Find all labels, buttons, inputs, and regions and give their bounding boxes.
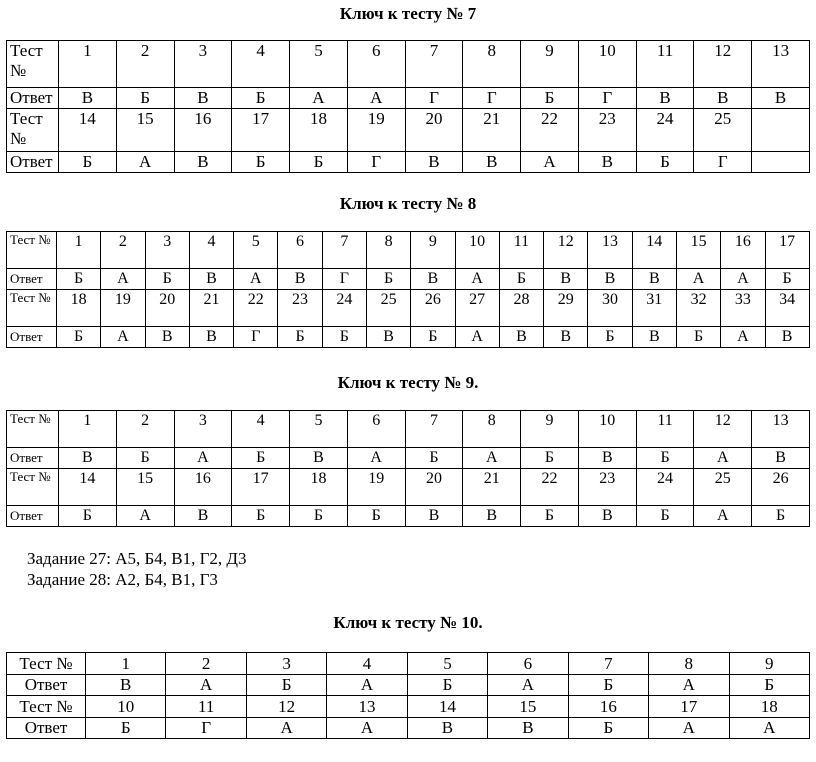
row-label: Тест № xyxy=(7,653,86,675)
question-number-cell: 14 xyxy=(59,109,117,152)
question-number-cell: 17 xyxy=(765,232,809,269)
question-number-cell: 1 xyxy=(86,653,166,675)
answer-cell: В xyxy=(578,448,636,469)
question-number-cell: 5 xyxy=(290,41,348,88)
answer-cell: Б xyxy=(588,327,632,348)
question-number-cell: 8 xyxy=(649,653,729,675)
question-number-cell: 18 xyxy=(729,696,809,718)
question-number-cell: 25 xyxy=(694,469,752,506)
question-number-cell: 16 xyxy=(721,232,765,269)
answer-cell: Г xyxy=(234,327,278,348)
answer-cell: Б xyxy=(568,675,648,696)
question-number-cell: 12 xyxy=(544,232,588,269)
test9-answer-table xyxy=(6,410,810,527)
answer-cell: В xyxy=(189,269,233,290)
row-label: Ответ xyxy=(7,675,86,696)
answer-cell: В xyxy=(544,327,588,348)
question-number-cell: 13 xyxy=(752,41,810,88)
answer-cell: Г xyxy=(166,718,246,739)
answer-cell: В xyxy=(544,269,588,290)
test10-answer-table xyxy=(6,652,810,739)
question-number-cell: 6 xyxy=(347,411,405,448)
row-label: Тест № xyxy=(7,109,59,152)
question-number-cell: 11 xyxy=(166,696,246,718)
answer-cell: В xyxy=(636,88,694,109)
question-number-cell: 2 xyxy=(166,653,246,675)
row-label: Ответ xyxy=(7,269,57,290)
test7-row-answers xyxy=(7,88,810,109)
question-number-cell: 15 xyxy=(676,232,720,269)
answer-cell: А xyxy=(290,88,348,109)
question-number-cell: 4 xyxy=(327,653,407,675)
question-number-cell: 30 xyxy=(588,290,632,327)
question-number-cell: 7 xyxy=(405,41,463,88)
answer-cell: В xyxy=(59,88,117,109)
question-number-cell: 3 xyxy=(246,653,326,675)
question-number-cell: 15 xyxy=(116,469,174,506)
answer-cell: А xyxy=(246,718,326,739)
question-number-cell: 10 xyxy=(86,696,166,718)
answer-cell: Б xyxy=(407,675,487,696)
question-number-cell: 19 xyxy=(347,109,405,152)
test7-row-question-numbers xyxy=(7,109,810,152)
test7-row-question-numbers xyxy=(7,41,810,88)
answer-cell: Б xyxy=(729,675,809,696)
question-number-cell: 5 xyxy=(234,232,278,269)
answer-cell: Б xyxy=(347,506,405,527)
answer-cell: В xyxy=(578,506,636,527)
answer-cell: А xyxy=(101,269,145,290)
question-number-cell: 12 xyxy=(694,411,752,448)
question-number-cell: 22 xyxy=(521,109,579,152)
question-number-cell: 18 xyxy=(57,290,101,327)
row-label: Ответ xyxy=(7,718,86,739)
question-number-cell: 8 xyxy=(463,411,521,448)
question-number-cell: 31 xyxy=(632,290,676,327)
answer-cell: Б xyxy=(636,506,694,527)
task-28-answer: Задание 28: А2, Б4, В1, Г3 xyxy=(27,570,218,589)
question-number-cell: 34 xyxy=(765,290,809,327)
answer-cell: Б xyxy=(752,506,810,527)
answer-cell: Б xyxy=(322,327,366,348)
answer-cell: Б xyxy=(568,718,648,739)
answer-cell: В xyxy=(411,269,455,290)
answer-cell: В xyxy=(765,327,809,348)
test9-row-question-numbers xyxy=(7,411,810,448)
test7-answer-table xyxy=(6,40,810,173)
answer-cell: А xyxy=(101,327,145,348)
answer-cell: В xyxy=(59,448,117,469)
question-number-cell: 16 xyxy=(568,696,648,718)
answer-cell: Б xyxy=(246,675,326,696)
row-label: Ответ xyxy=(7,152,59,173)
question-number-cell: 23 xyxy=(278,290,322,327)
question-number-cell: 23 xyxy=(578,469,636,506)
question-number-cell: 29 xyxy=(544,290,588,327)
answer-cell: Б xyxy=(232,88,290,109)
question-number-cell: 10 xyxy=(578,41,636,88)
answer-cell: В xyxy=(405,506,463,527)
answer-cell: Б xyxy=(57,269,101,290)
test8-answer-table xyxy=(6,231,810,348)
answer-cell: А xyxy=(488,675,568,696)
answer-cell: Г xyxy=(694,152,752,173)
row-label: Ответ xyxy=(7,506,59,527)
answer-cell: А xyxy=(174,448,232,469)
answer-cell: А xyxy=(116,152,174,173)
answer-cell: Б xyxy=(116,88,174,109)
answer-cell: Г xyxy=(347,152,405,173)
test9-row-question-numbers xyxy=(7,469,810,506)
answer-cell: Б xyxy=(116,448,174,469)
question-number-cell: 23 xyxy=(578,109,636,152)
question-number-cell: 22 xyxy=(521,469,579,506)
question-number-cell: 1 xyxy=(59,41,117,88)
question-number-cell: 19 xyxy=(101,290,145,327)
answer-cell: Г xyxy=(405,88,463,109)
question-number-cell: 16 xyxy=(174,109,232,152)
question-number-cell: 5 xyxy=(290,411,348,448)
answer-cell: А xyxy=(676,269,720,290)
question-number-cell: 4 xyxy=(232,41,290,88)
answer-cell: В xyxy=(174,88,232,109)
answer-cell: Б xyxy=(499,269,543,290)
row-label: Тест № xyxy=(7,41,59,88)
test8-row-question-numbers xyxy=(7,232,810,269)
question-number-cell: 11 xyxy=(499,232,543,269)
question-number-cell: 27 xyxy=(455,290,499,327)
answer-cell: Б xyxy=(636,152,694,173)
question-number-cell: 18 xyxy=(290,109,348,152)
question-number-cell: 9 xyxy=(521,41,579,88)
answer-cell: Г xyxy=(322,269,366,290)
test8-row-answers xyxy=(7,327,810,348)
test8-title: Ключ к тесту № 8 xyxy=(339,194,477,213)
test10-row-answers xyxy=(7,718,810,739)
answer-cell: А xyxy=(721,269,765,290)
question-number-cell: 13 xyxy=(327,696,407,718)
row-label: Тест № xyxy=(7,290,57,327)
answer-cell: Б xyxy=(290,506,348,527)
question-number-cell: 1 xyxy=(59,411,117,448)
question-number-cell: 16 xyxy=(174,469,232,506)
row-label: Тест № xyxy=(7,411,59,448)
test10-row-question-numbers xyxy=(7,696,810,718)
question-number-cell: 15 xyxy=(116,109,174,152)
test7-title: Ключ к тесту № 7 xyxy=(339,4,477,23)
question-number-cell: 9 xyxy=(729,653,809,675)
answer-cell: Б xyxy=(59,506,117,527)
answer-cell: В xyxy=(174,152,232,173)
test10-title: Ключ к тесту № 10. xyxy=(333,613,483,632)
answer-cell: А xyxy=(729,718,809,739)
answer-cell: Б xyxy=(521,506,579,527)
answer-cell: В xyxy=(278,269,322,290)
test10-row-answers xyxy=(7,675,810,696)
question-number-cell: 10 xyxy=(455,232,499,269)
question-number-cell: 14 xyxy=(632,232,676,269)
row-label: Ответ xyxy=(7,448,59,469)
question-number-cell: 14 xyxy=(407,696,487,718)
question-number-cell: 21 xyxy=(463,469,521,506)
question-number-cell: 32 xyxy=(676,290,720,327)
answer-cell: В xyxy=(407,718,487,739)
answer-cell: В xyxy=(174,506,232,527)
question-number-cell: 26 xyxy=(752,469,810,506)
answer-cell: В xyxy=(752,88,810,109)
question-number-cell: 8 xyxy=(463,41,521,88)
answer-cell: А xyxy=(521,152,579,173)
answer-cell: А xyxy=(347,448,405,469)
answer-cell: Г xyxy=(463,88,521,109)
question-number-cell: 21 xyxy=(463,109,521,152)
answer-cell: Б xyxy=(232,448,290,469)
answer-cell: Б xyxy=(278,327,322,348)
answer-cell: Б xyxy=(636,448,694,469)
question-number-cell: 11 xyxy=(636,41,694,88)
answer-cell: В xyxy=(488,718,568,739)
task-27-answer: Задание 27: А5, Б4, В1, Г2, Д3 xyxy=(27,549,247,568)
question-number-cell: 15 xyxy=(488,696,568,718)
question-number-cell: 4 xyxy=(232,411,290,448)
answer-cell: А xyxy=(327,675,407,696)
answer-cell: А xyxy=(694,448,752,469)
question-number-cell: 6 xyxy=(488,653,568,675)
answer-cell: Б xyxy=(765,269,809,290)
answer-cell: А xyxy=(694,506,752,527)
question-number-cell: 7 xyxy=(568,653,648,675)
question-number-cell: 7 xyxy=(405,411,463,448)
question-number-cell: 22 xyxy=(234,290,278,327)
question-number-cell: 13 xyxy=(588,232,632,269)
answer-cell: Г xyxy=(578,88,636,109)
test7-row-answers xyxy=(7,152,810,173)
question-number-cell: 17 xyxy=(232,109,290,152)
answer-cell xyxy=(752,152,810,173)
answer-cell: А xyxy=(455,269,499,290)
answer-cell: А xyxy=(455,327,499,348)
question-number-cell: 24 xyxy=(636,109,694,152)
question-number-cell: 6 xyxy=(347,41,405,88)
question-number-cell: 26 xyxy=(411,290,455,327)
test8-row-answers xyxy=(7,269,810,290)
test9-title: Ключ к тесту № 9. xyxy=(337,373,479,392)
question-number-cell: 20 xyxy=(145,290,189,327)
question-number-cell: 1 xyxy=(57,232,101,269)
answer-cell: А xyxy=(327,718,407,739)
answer-cell: В xyxy=(632,327,676,348)
answer-cell: А xyxy=(234,269,278,290)
answer-cell: Б xyxy=(57,327,101,348)
answer-cell: В xyxy=(290,448,348,469)
row-label: Тест № xyxy=(7,232,57,269)
answer-cell: В xyxy=(499,327,543,348)
question-number-cell: 9 xyxy=(411,232,455,269)
answer-cell: А xyxy=(166,675,246,696)
answer-cell: В xyxy=(694,88,752,109)
answer-cell: А xyxy=(649,718,729,739)
question-number-cell: 2 xyxy=(116,411,174,448)
answer-cell: В xyxy=(463,152,521,173)
test8-row-question-numbers xyxy=(7,290,810,327)
question-number-cell: 3 xyxy=(174,41,232,88)
answer-cell: В xyxy=(632,269,676,290)
question-number-cell: 21 xyxy=(189,290,233,327)
answer-cell: Б xyxy=(59,152,117,173)
answer-cell: В xyxy=(588,269,632,290)
question-number-cell: 17 xyxy=(649,696,729,718)
answer-cell: Б xyxy=(366,269,410,290)
answer-cell: Б xyxy=(521,88,579,109)
answer-cell: В xyxy=(86,675,166,696)
question-number-cell: 20 xyxy=(405,109,463,152)
answer-cell: А xyxy=(463,448,521,469)
answer-cell: Б xyxy=(521,448,579,469)
question-number-cell: 25 xyxy=(366,290,410,327)
question-number-cell: 3 xyxy=(145,232,189,269)
question-number-cell: 12 xyxy=(246,696,326,718)
test9-row-answers xyxy=(7,448,810,469)
answer-cell: В xyxy=(578,152,636,173)
question-number-cell: 20 xyxy=(405,469,463,506)
answer-cell: В xyxy=(752,448,810,469)
question-number-cell: 17 xyxy=(232,469,290,506)
question-number-cell: 28 xyxy=(499,290,543,327)
answer-cell: Б xyxy=(232,152,290,173)
answer-cell: В xyxy=(145,327,189,348)
answer-cell: Б xyxy=(86,718,166,739)
question-number-cell: 4 xyxy=(189,232,233,269)
question-number-cell: 13 xyxy=(752,411,810,448)
answer-cell: Б xyxy=(145,269,189,290)
question-number-cell: 14 xyxy=(59,469,117,506)
answer-cell: Б xyxy=(405,448,463,469)
question-number-cell: 24 xyxy=(322,290,366,327)
test9-row-answers xyxy=(7,506,810,527)
question-number-cell: 12 xyxy=(694,41,752,88)
answer-cell: В xyxy=(189,327,233,348)
row-label: Тест № xyxy=(7,696,86,718)
answer-cell: Б xyxy=(290,152,348,173)
answer-cell: А xyxy=(347,88,405,109)
question-number-cell: 24 xyxy=(636,469,694,506)
answer-cell: А xyxy=(721,327,765,348)
row-label: Ответ xyxy=(7,327,57,348)
question-number-cell: 10 xyxy=(578,411,636,448)
question-number-cell: 5 xyxy=(407,653,487,675)
question-number-cell: 18 xyxy=(290,469,348,506)
question-number-cell: 7 xyxy=(322,232,366,269)
question-number-cell: 8 xyxy=(366,232,410,269)
question-number-cell: 11 xyxy=(636,411,694,448)
row-label: Ответ xyxy=(7,88,59,109)
answer-cell: В xyxy=(463,506,521,527)
answer-cell: Б xyxy=(411,327,455,348)
answer-cell: А xyxy=(116,506,174,527)
answer-cell: Б xyxy=(232,506,290,527)
question-number-cell: 9 xyxy=(521,411,579,448)
question-number-cell xyxy=(752,109,810,152)
answer-cell: В xyxy=(405,152,463,173)
test10-row-question-numbers xyxy=(7,653,810,675)
question-number-cell: 3 xyxy=(174,411,232,448)
question-number-cell: 19 xyxy=(347,469,405,506)
question-number-cell: 25 xyxy=(694,109,752,152)
answer-cell: В xyxy=(366,327,410,348)
question-number-cell: 33 xyxy=(721,290,765,327)
question-number-cell: 2 xyxy=(101,232,145,269)
question-number-cell: 6 xyxy=(278,232,322,269)
question-number-cell: 2 xyxy=(116,41,174,88)
answer-cell: А xyxy=(649,675,729,696)
row-label: Тест № xyxy=(7,469,59,506)
answer-cell: Б xyxy=(676,327,720,348)
